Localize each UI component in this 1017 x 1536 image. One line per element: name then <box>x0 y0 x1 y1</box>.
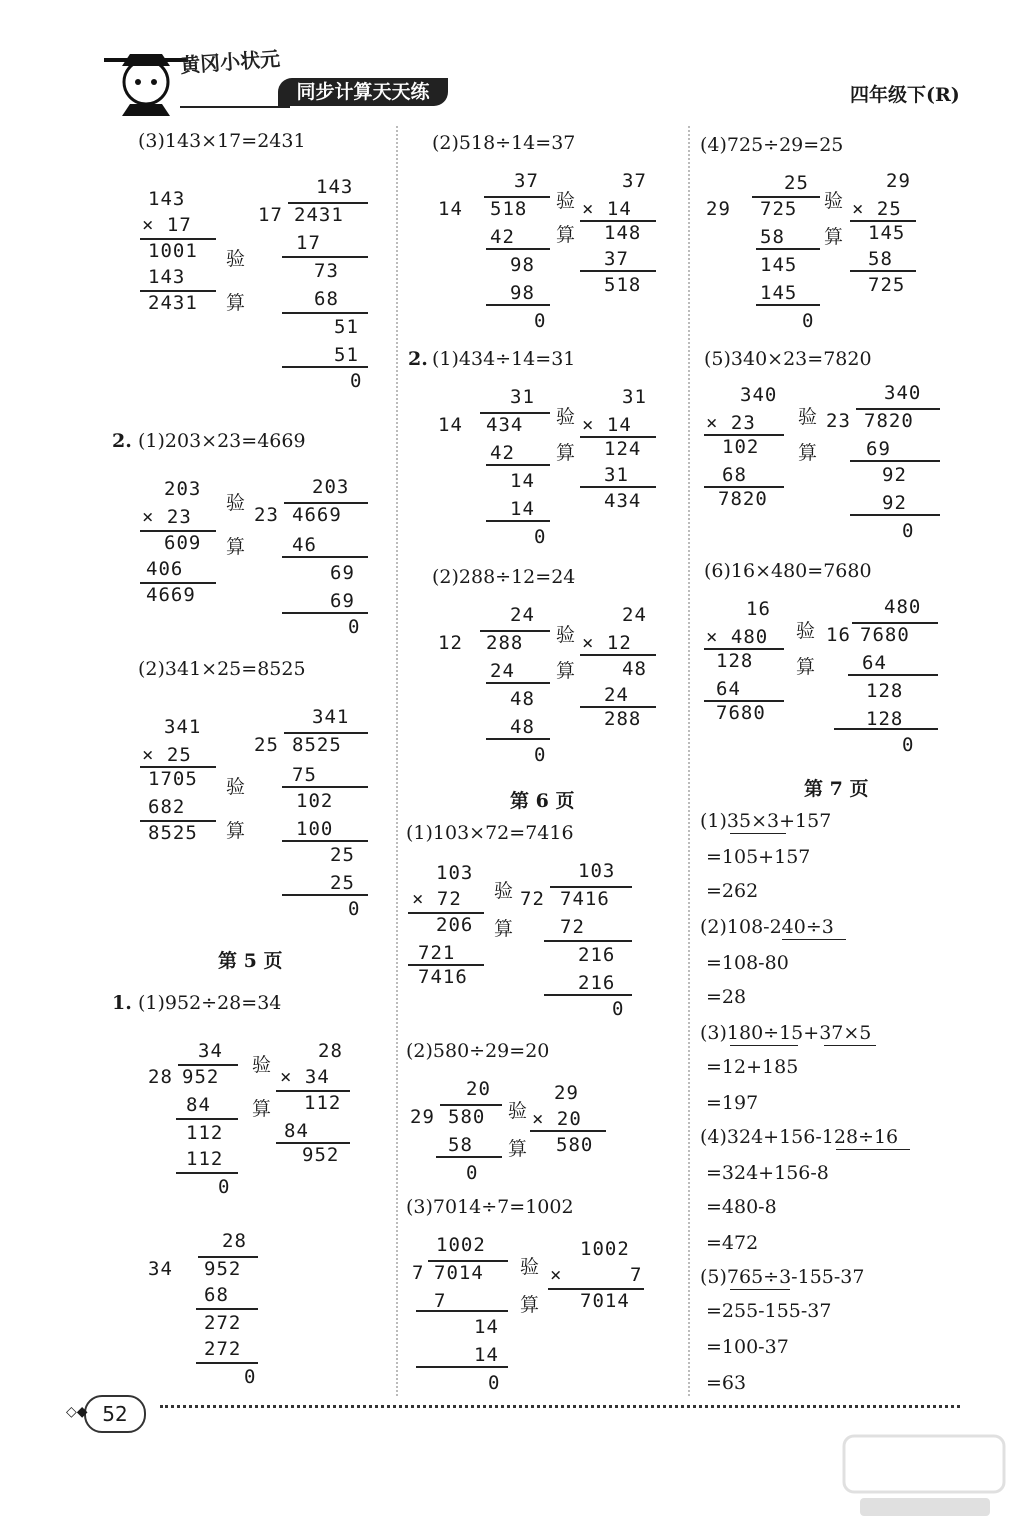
step: 14 <box>510 470 535 492</box>
mul-line: 725 <box>868 274 906 296</box>
mul-line: 288 <box>604 708 642 730</box>
remainder: 0 <box>488 1372 501 1394</box>
mul-line: × 25 <box>852 198 902 220</box>
verify-char: 算 <box>494 918 514 940</box>
dividend: 7014 <box>434 1262 484 1284</box>
step: 216 <box>578 972 616 994</box>
mul-line: 7680 <box>716 702 766 724</box>
verify-char: 算 <box>798 442 818 464</box>
problem-label: (1)952÷28=34 <box>138 992 282 1014</box>
divisor: 12 <box>438 632 463 654</box>
expr-line: (4)324+156-128÷16 <box>700 1126 899 1148</box>
step: 73 <box>314 260 339 282</box>
problem-label: (1)103×72=7416 <box>406 822 574 844</box>
expr-line: =63 <box>706 1372 747 1394</box>
step: 58 <box>448 1134 473 1156</box>
problem-label: (3)143×17=2431 <box>138 130 306 152</box>
expr-line: =480-8 <box>706 1196 777 1218</box>
step: 145 <box>760 282 798 304</box>
dividend: 8525 <box>292 734 342 756</box>
step: 75 <box>292 764 317 786</box>
mul-line: 64 <box>716 678 741 700</box>
problem-label: (5)340×23=7820 <box>704 348 872 370</box>
verify-char: 验 <box>556 190 576 212</box>
mul-line: 58 <box>868 248 893 270</box>
expr-line: =108-80 <box>706 952 789 974</box>
remainder: 0 <box>466 1162 479 1184</box>
verify-char: 算 <box>556 224 576 246</box>
dividend: 952 <box>204 1258 242 1280</box>
mul-line: 31 <box>622 386 647 408</box>
quotient: 20 <box>466 1078 491 1100</box>
mul-line: 124 <box>604 438 642 460</box>
mul-line: 952 <box>302 1144 340 1166</box>
problem-label: (2)341×25=8525 <box>138 658 306 680</box>
mul-line: 112 <box>304 1092 342 1114</box>
footer-dotted-rule <box>160 1405 960 1408</box>
mul-line: 7416 <box>418 966 468 988</box>
remainder: 0 <box>218 1176 231 1198</box>
watermark-mark-icon <box>840 1432 1010 1522</box>
mul-line: 406 <box>146 558 184 580</box>
page-heading: 第 6 页 <box>510 790 575 812</box>
mul-line: 518 <box>604 274 642 296</box>
expr-line: =197 <box>706 1092 759 1114</box>
step: 69 <box>866 438 891 460</box>
problem-label: (2)580÷29=20 <box>406 1040 550 1062</box>
dividend: 4669 <box>292 504 342 526</box>
mul-line: × 20 <box>532 1108 582 1130</box>
verify-char: 验 <box>226 492 246 514</box>
quotient: 25 <box>784 172 809 194</box>
quotient: 34 <box>198 1040 223 1062</box>
watermark-logo <box>840 1432 1010 1522</box>
dividend: 518 <box>490 198 528 220</box>
divisor: 23 <box>254 504 279 526</box>
expr-line: =28 <box>706 986 747 1008</box>
mul-line: 102 <box>722 436 760 458</box>
mul-line: 29 <box>554 1082 579 1104</box>
mul-line: × 25 <box>142 744 192 766</box>
mul-line: 1002 <box>580 1238 630 1260</box>
verify-char: 算 <box>226 292 246 314</box>
problem-label: (2)518÷14=37 <box>432 132 576 154</box>
quotient: 103 <box>578 860 616 882</box>
remainder: 0 <box>902 520 915 542</box>
mul-line: × 480 <box>706 626 769 648</box>
problem-label: (1)203×23=4669 <box>138 430 306 452</box>
divisor: 34 <box>148 1258 173 1280</box>
quotient: 340 <box>884 382 922 404</box>
quotient: 24 <box>510 604 535 626</box>
mul-line: 145 <box>868 222 906 244</box>
expr-line: (1)35×3+157 <box>700 810 832 832</box>
mul-line: × 23 <box>142 506 192 528</box>
expr-line: (2)108-240÷3 <box>700 916 834 938</box>
verify-char: 验 <box>824 190 844 212</box>
dividend: 580 <box>448 1106 486 1128</box>
verify-char: 验 <box>508 1100 528 1122</box>
mul-line: 31 <box>604 464 629 486</box>
verify-char: 验 <box>556 624 576 646</box>
step: 128 <box>866 708 904 730</box>
step: 69 <box>330 590 355 612</box>
remainder: 0 <box>902 734 915 756</box>
step: 128 <box>866 680 904 702</box>
step: 216 <box>578 944 616 966</box>
step: 25 <box>330 844 355 866</box>
divisor: 25 <box>254 734 279 756</box>
quotient: 31 <box>510 386 535 408</box>
divisor: 29 <box>410 1106 435 1128</box>
mul-line: 143 <box>148 266 186 288</box>
step: 51 <box>334 344 359 366</box>
mul-line: 48 <box>622 658 647 680</box>
step: 98 <box>510 254 535 276</box>
dividend: 434 <box>486 414 524 436</box>
remainder: 0 <box>348 616 361 638</box>
mul-line: 340 <box>740 384 778 406</box>
mul-line: 7820 <box>718 488 768 510</box>
question-number: 1. <box>112 992 132 1014</box>
diamond-icon: ◇◆ <box>66 1404 88 1420</box>
step: 92 <box>882 464 907 486</box>
step: 112 <box>186 1122 224 1144</box>
question-number: 2. <box>112 430 132 452</box>
dividend: 2431 <box>294 204 344 226</box>
step: 14 <box>510 498 535 520</box>
mul-line: 721 <box>418 942 456 964</box>
step: 68 <box>204 1284 229 1306</box>
expr-line: (3)180÷15+37×5 <box>700 1022 872 1044</box>
verify-char: 算 <box>824 226 844 248</box>
step: 14 <box>474 1316 499 1338</box>
page-heading: 第 5 页 <box>218 950 283 972</box>
step: 58 <box>760 226 785 248</box>
verify-char: 算 <box>226 820 246 842</box>
step: 100 <box>296 818 334 840</box>
mul-line: × 34 <box>280 1066 330 1088</box>
mul-line: 206 <box>436 914 474 936</box>
remainder: 0 <box>534 526 547 548</box>
quotient: 143 <box>316 176 354 198</box>
expr-line: =262 <box>706 880 759 902</box>
dividend: 7680 <box>860 624 910 646</box>
remainder: 0 <box>350 370 363 392</box>
divisor: 7 <box>412 1262 425 1284</box>
verify-char: 验 <box>796 620 816 642</box>
step: 48 <box>510 716 535 738</box>
step: 98 <box>510 282 535 304</box>
problem-label: (2)288÷12=24 <box>432 566 576 588</box>
mul-line: 609 <box>164 532 202 554</box>
verify-char: 算 <box>520 1294 540 1316</box>
step: 17 <box>296 232 321 254</box>
step: 14 <box>474 1344 499 1366</box>
divisor: 72 <box>520 888 545 910</box>
problem-label: (6)16×480=7680 <box>704 560 872 582</box>
dividend: 952 <box>182 1066 220 1088</box>
mul-line: 1001 <box>148 240 198 262</box>
problem-label: (4)725÷29=25 <box>700 134 844 156</box>
mul-line: 203 <box>164 478 202 500</box>
divisor: 14 <box>438 198 463 220</box>
mul-line: 28 <box>318 1040 343 1062</box>
quotient: 37 <box>514 170 539 192</box>
mul-line: 37 <box>604 248 629 270</box>
grade-label: 四年级下(R) <box>850 84 960 106</box>
remainder: 0 <box>534 310 547 332</box>
remainder: 0 <box>534 744 547 766</box>
mul-line: 1705 <box>148 768 198 790</box>
mul-line: × <box>550 1264 563 1286</box>
verify-char: 验 <box>226 248 246 270</box>
mul-line: × 72 <box>412 888 462 910</box>
step: 25 <box>330 872 355 894</box>
mul-line: 16 <box>746 598 771 620</box>
step: 7 <box>434 1290 447 1312</box>
mul-line: 37 <box>622 170 647 192</box>
mul-line: × 23 <box>706 412 756 434</box>
divisor: 14 <box>438 414 463 436</box>
mul-line: 682 <box>148 796 186 818</box>
dividend: 725 <box>760 198 798 220</box>
divisor: 28 <box>148 1066 173 1088</box>
step: 112 <box>186 1148 224 1170</box>
step: 92 <box>882 492 907 514</box>
step: 84 <box>186 1094 211 1116</box>
step: 102 <box>296 790 334 812</box>
expr-line: =100-37 <box>706 1336 789 1358</box>
mul-line: 143 <box>148 188 186 210</box>
mul-line: × 14 <box>582 414 632 436</box>
mul-line: × 17 <box>142 214 192 236</box>
verify-char: 算 <box>556 442 576 464</box>
mul-line: 24 <box>622 604 647 626</box>
step: 51 <box>334 316 359 338</box>
verify-char: 验 <box>494 880 514 902</box>
mul-line: 8525 <box>148 822 198 844</box>
step: 46 <box>292 534 317 556</box>
verify-char: 算 <box>796 656 816 678</box>
mul-line: × 12 <box>582 632 632 654</box>
mul-line: 2431 <box>148 292 198 314</box>
verify-char: 验 <box>798 406 818 428</box>
step: 272 <box>204 1312 242 1334</box>
mul-line: 580 <box>556 1134 594 1156</box>
header-rule <box>180 106 290 108</box>
remainder: 0 <box>612 998 625 1020</box>
step: 72 <box>560 916 585 938</box>
divisor: 23 <box>826 410 851 432</box>
step: 42 <box>490 226 515 248</box>
dividend: 7416 <box>560 888 610 910</box>
step: 69 <box>330 562 355 584</box>
dividend: 288 <box>486 632 524 654</box>
remainder: 0 <box>348 898 361 920</box>
quotient: 341 <box>312 706 350 728</box>
verify-char: 验 <box>226 776 246 798</box>
quotient: 1002 <box>436 1234 486 1256</box>
divisor: 29 <box>706 198 731 220</box>
remainder: 0 <box>244 1366 257 1388</box>
series-badge: 同步计算天天练 <box>278 78 448 106</box>
verify-char: 算 <box>508 1138 528 1160</box>
page-heading: 第 7 页 <box>804 778 869 800</box>
step: 24 <box>490 660 515 682</box>
quotient: 203 <box>312 476 350 498</box>
step: 68 <box>314 288 339 310</box>
dividend: 7820 <box>864 410 914 432</box>
logo-title: 黄冈小状元 <box>179 46 281 78</box>
column-divider <box>396 126 398 1396</box>
page-number-badge: 52 <box>84 1395 146 1433</box>
mul-line: 4669 <box>146 584 196 606</box>
expr-line: =472 <box>706 1232 759 1254</box>
mul-line: 7014 <box>580 1290 630 1312</box>
verify-char: 验 <box>252 1054 272 1076</box>
mul-line: 103 <box>436 862 474 884</box>
mul-line: 128 <box>716 650 754 672</box>
expr-line: =324+156-8 <box>706 1162 829 1184</box>
expr-line: =105+157 <box>706 846 811 868</box>
verify-char: 验 <box>520 1256 540 1278</box>
verify-char: 验 <box>556 406 576 428</box>
mul-line: 434 <box>604 490 642 512</box>
verify-char: 算 <box>556 660 576 682</box>
mul-line: 148 <box>604 222 642 244</box>
mul-line: 7 <box>630 1264 643 1286</box>
mul-line: 24 <box>604 684 629 706</box>
verify-char: 算 <box>226 536 246 558</box>
verify-char: 算 <box>252 1098 272 1120</box>
divisor: 16 <box>826 624 851 646</box>
mul-line: × 14 <box>582 198 632 220</box>
expr-line: =255-155-37 <box>706 1300 832 1322</box>
mul-line: 29 <box>886 170 911 192</box>
quotient: 480 <box>884 596 922 618</box>
mul-line: 68 <box>722 464 747 486</box>
column-divider <box>688 126 690 1396</box>
step: 48 <box>510 688 535 710</box>
step: 64 <box>862 652 887 674</box>
quotient: 28 <box>222 1230 247 1252</box>
step: 272 <box>204 1338 242 1360</box>
divisor: 17 <box>258 204 283 226</box>
step: 145 <box>760 254 798 276</box>
expr-line: =12+185 <box>706 1056 799 1078</box>
question-number: 2. <box>408 348 428 370</box>
remainder: 0 <box>802 310 815 332</box>
problem-label: (1)434÷14=31 <box>432 348 576 370</box>
step: 42 <box>490 442 515 464</box>
expr-line: (5)765÷3-155-37 <box>700 1266 865 1288</box>
problem-label: (3)7014÷7=1002 <box>406 1196 574 1218</box>
mul-line: 341 <box>164 716 202 738</box>
mul-line: 84 <box>284 1120 309 1142</box>
